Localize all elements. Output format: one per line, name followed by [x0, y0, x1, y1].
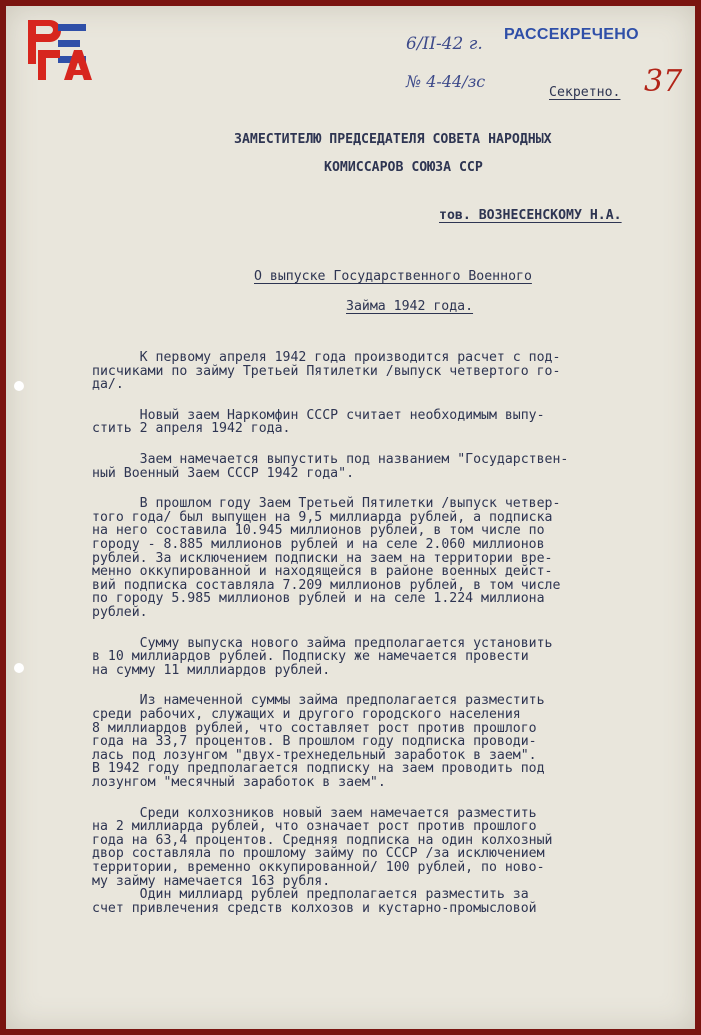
- punch-hole: [14, 381, 24, 391]
- body-text-line: в 10 миллиардов рублей. Подписку же намечается провести: [92, 649, 529, 665]
- body-text-line: территории, временно оккупированной/ 100 рублей, по ново-: [92, 860, 545, 875]
- addressee-line-2: КОМИССАРОВ СОЮЗА ССР: [324, 160, 483, 175]
- body-text-line: Среди колхозников новый заем намечается разместить: [92, 805, 537, 821]
- body-text-line: В прошлом году Заем Третьей Пятилетки /выпуск четвер-: [92, 496, 561, 512]
- addressee-name: тов. ВОЗНЕСЕНСКОМУ Н.А.: [439, 208, 622, 223]
- body-text-line: года на 63,4 процентов. Средняя подписка на один колхозный: [92, 832, 553, 848]
- body-text-line: года на 33,7 процентов. В прошлом году подписка проводи-: [92, 734, 537, 750]
- body-text-line: городу - 8.885 миллионов рублей и на селе 2.060 миллионов: [92, 537, 545, 552]
- body-text-line: счет привлечения средств колхозов и кустарно-промысловой: [92, 900, 537, 916]
- declassified-stamp: РАССЕКРЕЧЕНО: [504, 26, 639, 43]
- secret-mark: Секретно.: [549, 85, 621, 100]
- body-text-line: среди рабочих, служащих и другого городского населения: [92, 707, 521, 722]
- body-text-line: В 1942 году предполагается подписку на заем проводить под: [92, 761, 545, 777]
- body-text-line: да/.: [92, 377, 124, 393]
- body-text-line: Заем намечается выпустить под названием "Государствен-: [92, 452, 569, 467]
- body-text-line: двор составляла по прошлому займу по СССР /за исключением: [92, 846, 545, 862]
- body-text-line: рублей. За исключением подписки на заем на территории вре-: [92, 550, 553, 566]
- body-text-line: менно оккупированной и находящейся в районе военных дейст-: [92, 564, 553, 580]
- handwritten-page-number: 37: [644, 64, 683, 99]
- body-text-line: Один миллиард рублей предполагается разместить за: [92, 887, 529, 903]
- document-title-line-2: Займа 1942 года.: [346, 299, 474, 314]
- body-text-line: Новый заем Наркомфин СССР считает необходимым выпу-: [92, 407, 545, 423]
- body-text-line: Сумму выпуска нового займа предполагается установить: [92, 635, 553, 651]
- body-text-line: ный Военный Заем СССР 1942 года".: [92, 465, 355, 481]
- document-title-line-1: О выпуске Государственного Военного: [254, 269, 532, 284]
- body-text-line: писчиками по займу Третьей Пятилетки /выпуск четвертого го-: [92, 363, 561, 379]
- body-text-line: стить 2 апреля 1942 года.: [92, 421, 291, 437]
- body-text-line: на сумму 11 миллиардов рублей.: [92, 662, 331, 678]
- body-text-line: Из намеченной суммы займа предполагается разместить: [92, 693, 545, 709]
- punch-hole: [14, 663, 24, 673]
- body-text-line: вий подписка составляла 7.209 миллионов рублей, в том числе: [92, 577, 561, 593]
- body-text-line: рублей.: [92, 605, 148, 620]
- rgae-logo-icon: [24, 16, 92, 86]
- body-text-line: на 2 миллиарда рублей, что означает рост против прошлого: [92, 819, 537, 835]
- body-text-line: лась под лозунгом "двух-трехнедельный заработок в заем".: [92, 747, 537, 763]
- body-text-line: по городу 5.985 миллионов рублей и на селе 1.224 миллиона: [92, 591, 545, 607]
- body-text-line: му займу намечается 163 рубля.: [92, 873, 331, 889]
- body-text-line: 8 миллиардов рублей, что составляет рост против прошлого: [92, 720, 537, 736]
- body-text-line: К первому апреля 1942 года производится расчет с под-: [92, 350, 561, 365]
- body-text-line: на него составила 10.945 миллионов рублей, в том числе по: [92, 523, 545, 539]
- handwritten-number: № 4-44/зс: [406, 72, 486, 91]
- body-text-line: того года/ был выпущен на 9,5 миллиарда рублей, а подписка: [92, 509, 553, 525]
- document-page: [6, 6, 695, 1029]
- body-text-line: лозунгом "месячный заработок в заем".: [92, 775, 386, 790]
- addressee-line-1: ЗАМЕСТИТЕЛЮ ПРЕДСЕДАТЕЛЯ СОВЕТА НАРОДНЫХ: [234, 132, 552, 147]
- handwritten-date: 6/II-42 г.: [406, 34, 483, 54]
